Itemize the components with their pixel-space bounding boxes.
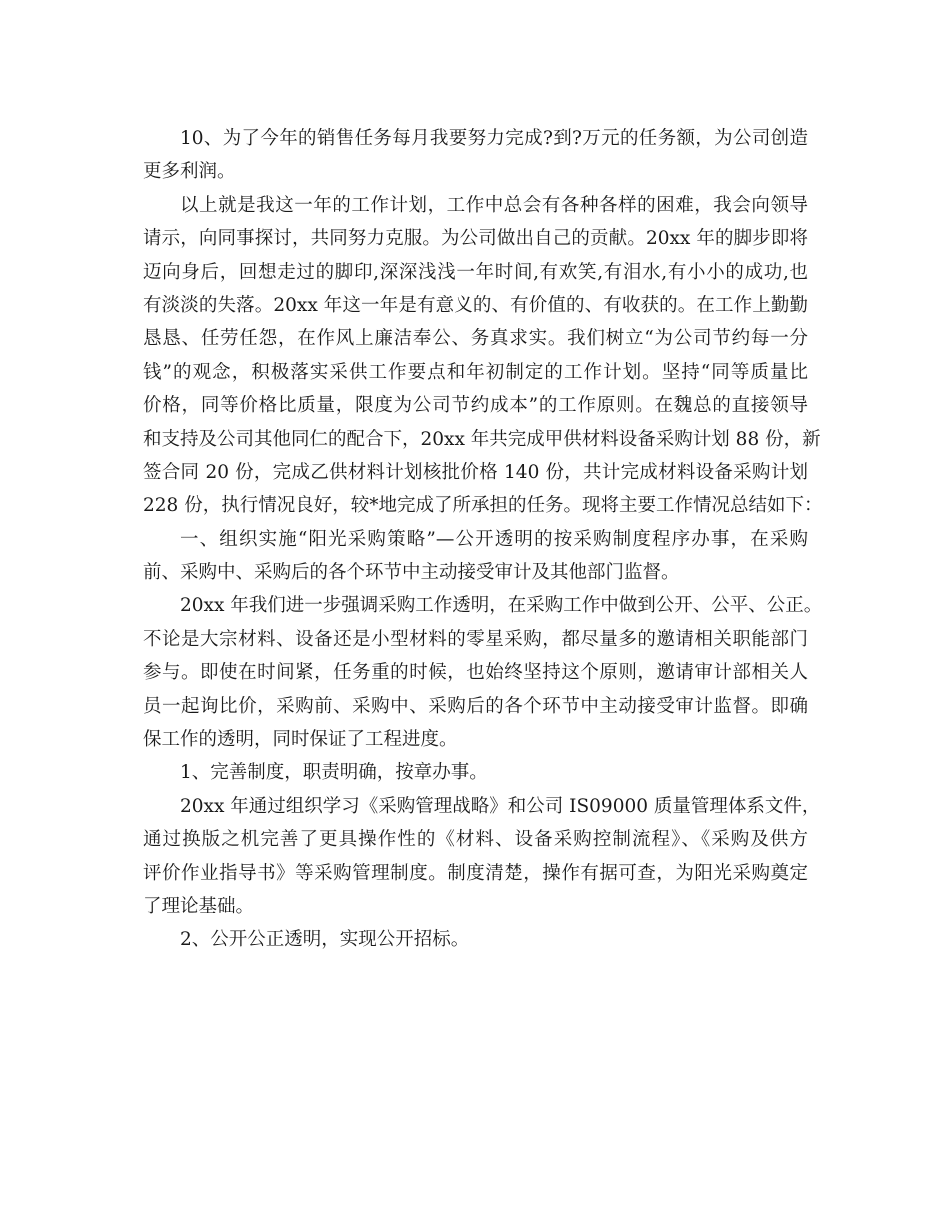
- text-line: 1、完善制度，职责明确，按章办事。: [180, 762, 488, 784]
- text-line: 10、为了今年的销售任务每月我要努力完成?到?万元的任务额，为公司创造: [180, 128, 808, 149]
- text-line: 请示，向同事探讨，共同努力克服。为公司做出自己的贡献。20xx 年的脚步即将: [143, 228, 808, 250]
- text-line: 签合同 20 份，完成乙供材料计划核批价格 140 份，共计完成材料设备采购计划: [143, 461, 808, 483]
- text-line: 保工作的透明，同时保证了工程进度。: [143, 729, 458, 751]
- text-line: 以上就是我这一年的工作计划，工作中总会有各种各样的困难，我会向领导: [180, 194, 808, 216]
- text-line: 参与。即使在时间紧，任务重的时候，也始终坚持这个原则，邀请审计部相关人: [143, 662, 808, 684]
- text-line: 20xx 年通过组织学习《采购管理战略》和公司 IS09000 质量管理体系文件，: [180, 795, 821, 817]
- text-line: 评价作业指导书》等采购管理制度。制度清楚，操作有据可查，为阳光采购奠定: [143, 862, 808, 884]
- text-line: 价格，同等价格比质量，限度为公司节约成本”的工作原则。在魏总的直接领导: [143, 395, 808, 417]
- text-line: 20xx 年我们进一步强调采购工作透明，在采购工作中做到公开、公平、公正。: [180, 595, 823, 617]
- text-line: 更多利润。: [143, 161, 236, 183]
- text-line: 2、公开公正透明，实现公开招标。: [180, 929, 470, 951]
- text-line: 有淡淡的失落。20xx 年这一年是有意义的、有价值的、有收获的。在工作上勤勤: [143, 294, 808, 316]
- text-line: 228 份，执行情况良好，较*地完成了所承担的任务。现将主要工作情况总结如下：: [143, 495, 823, 517]
- text-line: 一、组织实施“阳光采购策略”—公开透明的按采购制度程序办事，在采购: [180, 528, 808, 550]
- text-line: 不论是大宗材料、设备还是小型材料的零星采购，都尽量多的邀请相关职能部门: [143, 628, 808, 650]
- text-line: 前、采购中、采购后的各个环节中主动接受审计及其他部门监督。: [143, 562, 680, 584]
- text-line: 和支持及公司其他同仁的配合下，20xx 年共完成甲供材料设备采购计划 88 份，新: [143, 428, 821, 450]
- text-line: 通过换版之机完善了更具操作性的《材料、设备采购控制流程》、《采购及供方: [143, 829, 808, 851]
- text-line: 恳恳、任劳任怨，在作风上廉洁奉公、务真求实。我们树立“为公司节约每一分: [143, 328, 808, 350]
- text-line: 迈向身后，回想走过的脚印,深深浅浅一年时间,有欢笑,有泪水,有小小的成功,也: [143, 261, 808, 283]
- text-line: 钱”的观念，积极落实采供工作要点和年初制定的工作计划。坚持“同等质量比: [143, 361, 808, 383]
- document-body: [143, 122, 823, 957]
- text-line: 了理论基础。: [143, 895, 255, 917]
- text-line: 员一起询比价，采购前、采购中、采购后的各个环节中主动接受审计监督。即确: [143, 695, 808, 717]
